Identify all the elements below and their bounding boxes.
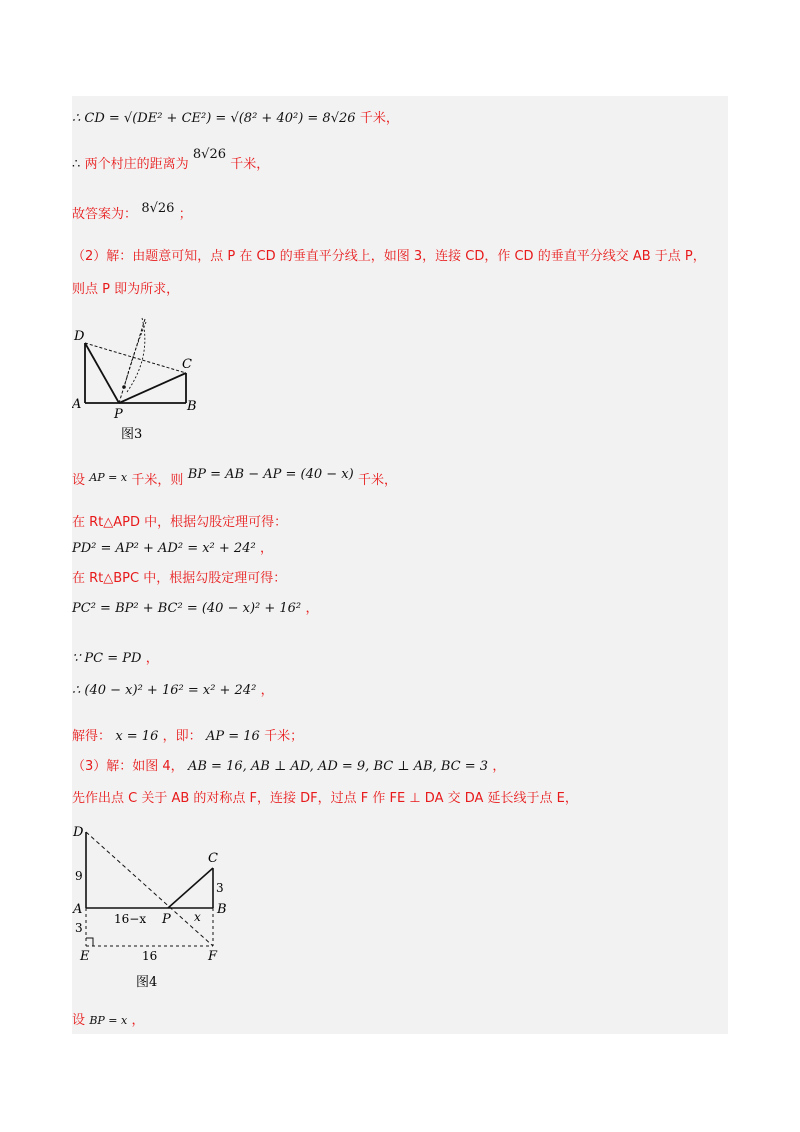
formula-pc: PC² = BP² + BC² = (40 − x)² + 16² xyxy=(72,601,302,616)
line-cd-length: ∴ CD = √(DE² + CE²) = √(8² + 40²) = 8√26 千米， xyxy=(72,111,399,126)
fig4-right-angle-mark xyxy=(86,938,93,946)
formula-equation: ∴ (40 − x)² + 16² = x² + 24² xyxy=(72,683,257,698)
line-solve: 解得： x = 16 ，即： AP = 16 千米； xyxy=(72,729,304,744)
document-page xyxy=(72,96,728,1034)
line-part3-construction: 先作出点 C 关于 AB 的对称点 F，连接 DF，过点 F 作 FE ⊥ DA 交 DA 延长线于点 E， xyxy=(72,791,578,806)
fig4-label-a: A xyxy=(73,902,83,917)
line-part2-conclusion: 则点 P 即为所求， xyxy=(72,282,180,297)
line-part3-intro: （3）解：如图 4， AB = 16, AB ⊥ AD, AD = 9, BC ⊥ AB, BC = 3 ， xyxy=(72,759,506,774)
formula-pd: PD² = AP² + AD² = x² + 24² xyxy=(72,541,256,556)
fig4-segment-pc xyxy=(168,868,213,908)
figure-4 xyxy=(72,822,242,1002)
line-equation: ∴ (40 − x)² + 16² = x² + 24² ， xyxy=(72,683,274,698)
line-pd-squared: PD² = AP² + AD² = x² + 24² ， xyxy=(72,541,273,556)
fig4-length-ae: 3 xyxy=(75,921,83,935)
line-set-bp: 设 BP = x ， xyxy=(72,1013,145,1028)
fig4-label-b: B xyxy=(217,902,227,917)
fig4-label-e: E xyxy=(80,949,90,964)
fig3-label-p: P xyxy=(114,407,123,422)
line-rt-bpc: 在 Rt△BPC 中，根据勾股定理可得： xyxy=(72,571,287,586)
figure-3 xyxy=(72,316,232,446)
fig4-length-ad: 9 xyxy=(75,869,83,883)
fig4-length-ap: 16−x xyxy=(114,912,147,926)
fig4-length-ef: 16 xyxy=(142,949,158,963)
fig3-arc-1 xyxy=(124,322,146,388)
formula-cd: ∴ CD = √(DE² + CE²) = √(8² + 40²) = 8√26 xyxy=(72,111,356,126)
fig4-label-d: D xyxy=(73,825,84,840)
line-answer: 故答案为： 8√26 ； xyxy=(72,201,192,222)
fig4-label-p: P xyxy=(162,912,171,927)
fig3-label-d: D xyxy=(74,329,85,344)
line-part2-intro: （2）解：由题意可知，点 P 在 CD 的垂直平分线上，如图 3，连接 CD，作 CD 的垂直平分线交 AB 于点 P， xyxy=(72,249,706,264)
line-pc-squared: PC² = BP² + BC² = (40 − x)² + 16² ， xyxy=(72,601,319,616)
line-distance: ∴ 两个村庄的距离为 8√26 千米， xyxy=(72,147,270,172)
fig3-label-c: C xyxy=(182,357,192,372)
fig3-segment-pc xyxy=(119,373,186,403)
fig4-caption: 图4 xyxy=(136,975,158,990)
line-set-ap: 设 $^{AP = x}$ 千米，则 BP = AB − AP = (40 − x) 千米， xyxy=(72,467,398,488)
fig3-intersection-dot xyxy=(122,385,126,389)
fig4-length-bc: 3 xyxy=(216,881,224,895)
fig3-label-b: B xyxy=(187,399,197,414)
fig4-label-f: F xyxy=(208,949,218,964)
fig3-caption: 图3 xyxy=(121,427,143,442)
formula-because: ∵ PC = PD xyxy=(72,651,142,666)
line-pc-eq-pd: ∵ PC = PD ， xyxy=(72,651,159,666)
fig4-dashed-df xyxy=(86,832,213,946)
fig4-length-pb: x xyxy=(194,910,201,924)
line-rt-apd: 在 Rt△APD 中，根据勾股定理可得： xyxy=(72,515,288,530)
fig4-label-c: C xyxy=(208,851,218,866)
fig3-label-a: A xyxy=(72,397,82,412)
